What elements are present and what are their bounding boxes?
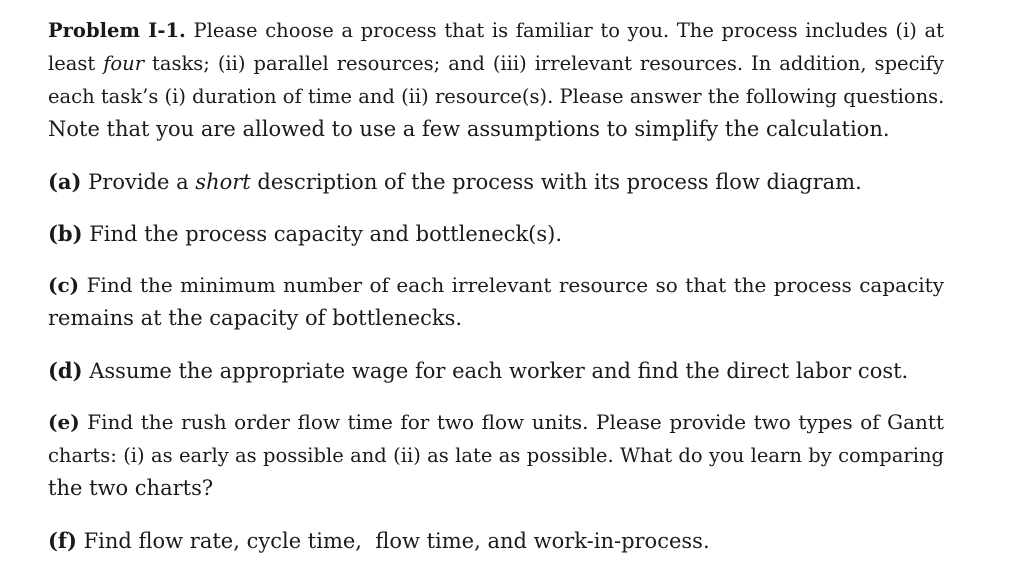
question-f-text: Find flow rate, cycle time, flow time, and work-in-process. <box>76 529 710 553</box>
question-b <box>48 217 944 251</box>
question-c-label: (c) <box>48 273 80 297</box>
question-a-emphasis: short <box>195 170 251 194</box>
question-e-line-2 <box>48 439 944 472</box>
problem-line-1 <box>48 14 944 47</box>
question-c-line-1 <box>48 269 944 302</box>
problem-label: Problem I-1. <box>48 19 186 42</box>
problem-text-2b: tasks; (ii) parallel resources; and (iii) irrelevant resources. In addition, specify <box>144 52 944 75</box>
question-e-text-2: charts: (i) as early as possible and (ii) as late as possible. What do you learn by comparing <box>48 444 944 467</box>
question-e-text-1: Find the rush order flow time for two flow units. Please provide two types of Gantt <box>79 410 944 434</box>
problem-line-4 <box>48 113 944 146</box>
question-b-text: Find the process capacity and bottleneck(s). <box>82 222 563 246</box>
question-c-line-2 <box>48 302 944 335</box>
question-a-text-1: Provide a <box>81 170 196 194</box>
question-e-text-3: the two charts? <box>48 476 214 500</box>
question-a-text-2: description of the process with its process flow diagram. <box>250 170 862 194</box>
question-d <box>48 354 944 388</box>
problem-emphasis-four: four <box>103 52 145 75</box>
problem-text-4: Note that you are allowed to use a few assumptions to simplify the calculation. <box>48 117 890 141</box>
question-a <box>48 165 944 199</box>
question-a-label: (a) <box>48 169 82 194</box>
problem-line-2 <box>48 47 944 80</box>
question-c-text-1: Find the minimum number of each irrelevant resource so that the process capacity <box>79 273 944 297</box>
question-b-label: (b) <box>48 221 83 246</box>
problem-text-3: each task’s (i) duration of time and (ii) resource(s). Please answer the following questions. <box>48 85 945 108</box>
question-e-line-1 <box>48 406 944 439</box>
question-c-text-2: remains at the capacity of bottlenecks. <box>48 306 463 330</box>
question-f <box>48 524 944 558</box>
question-e-line-3 <box>48 472 944 505</box>
question-d-label: (d) <box>48 358 83 383</box>
question-e-label: (e) <box>48 410 80 434</box>
problem-line-3 <box>48 80 944 113</box>
problem-text-2a: least <box>48 52 104 75</box>
question-f-label: (f) <box>48 528 77 553</box>
question-d-text: Assume the appropriate wage for each worker and find the direct labor cost. <box>82 359 909 383</box>
problem-text-1: Please choose a process that is familiar to you. The process includes (i) at <box>185 19 944 42</box>
